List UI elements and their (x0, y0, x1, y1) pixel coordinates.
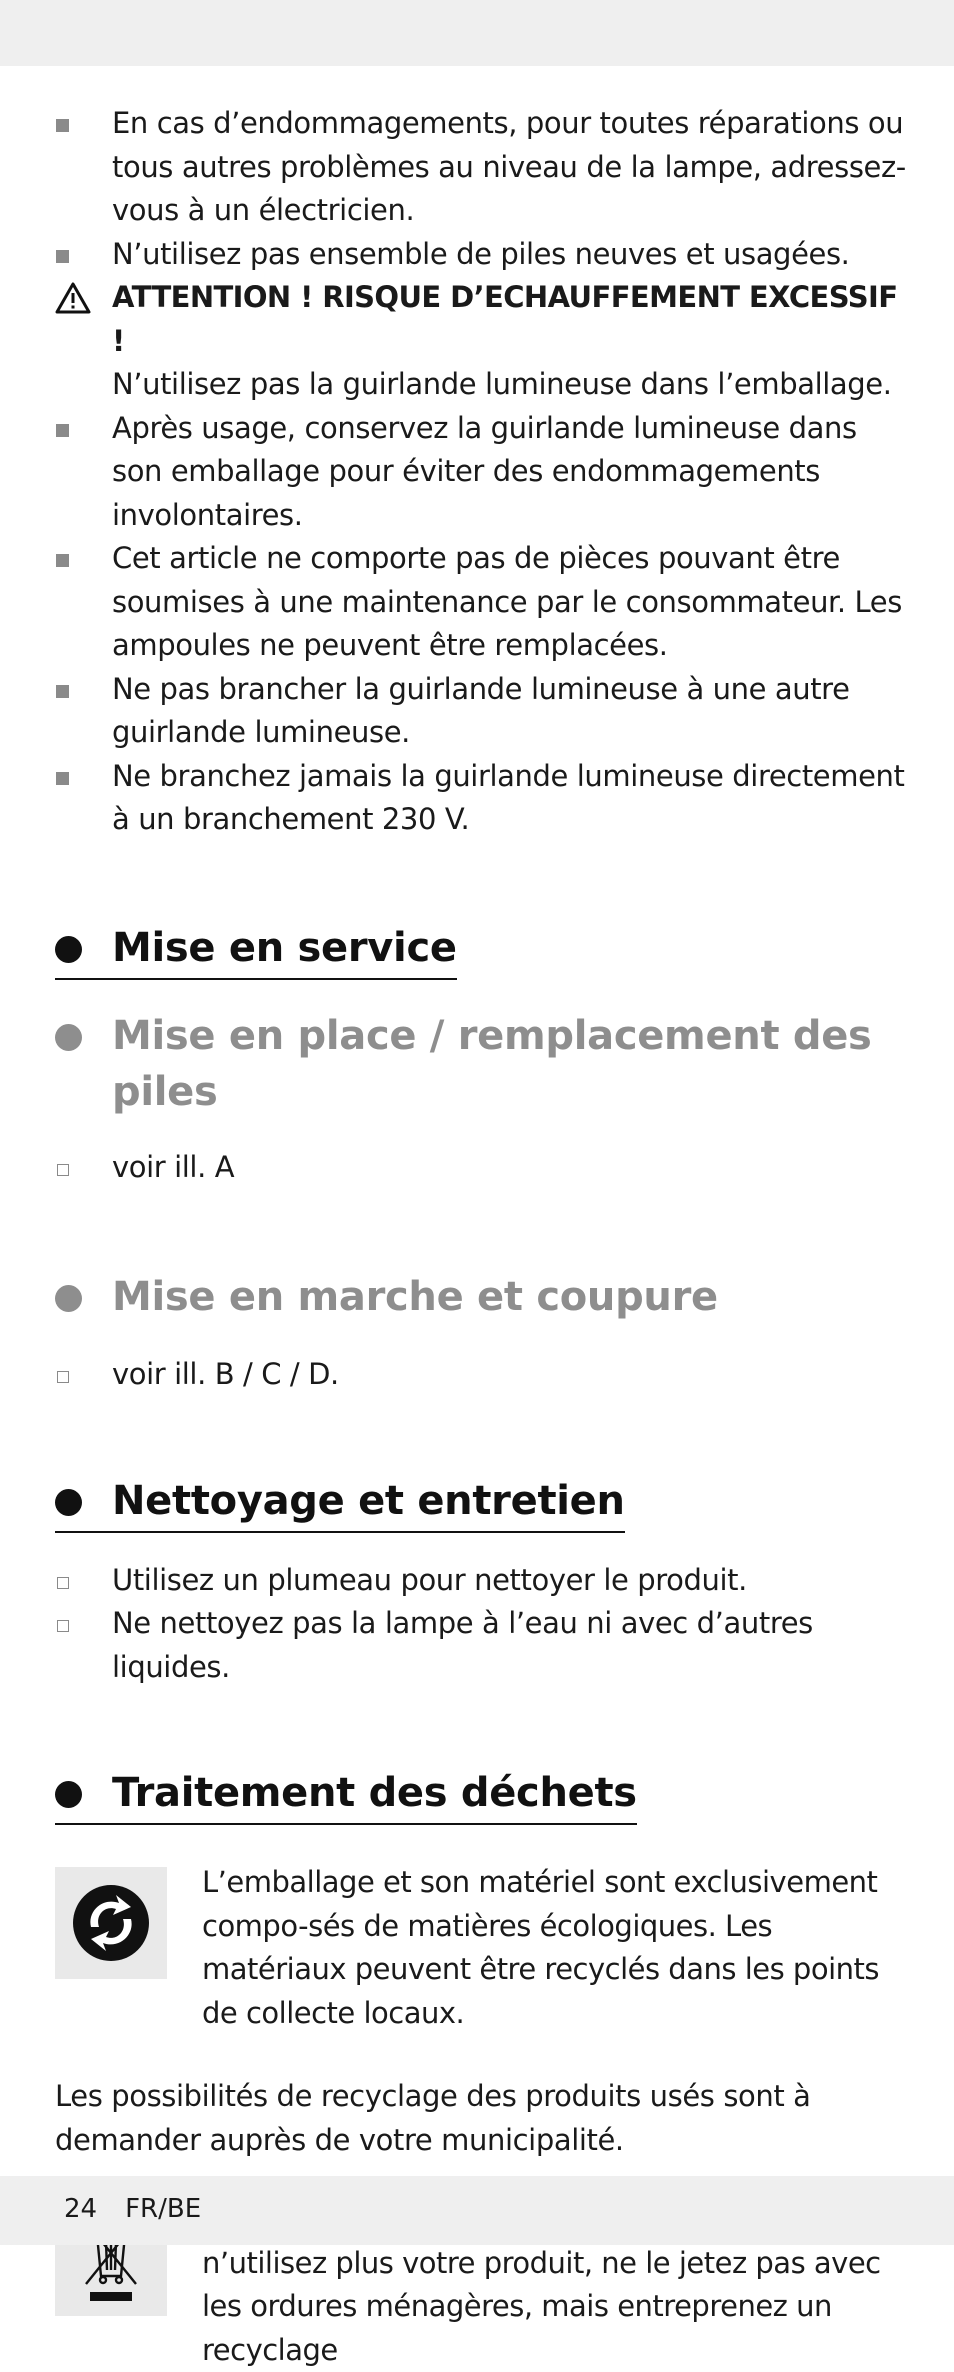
list-item-text: Ne branchez jamais la guirlande lumineuse directement à un branchement 230 V. (112, 758, 905, 836)
checkbox-bullet-icon (57, 1577, 69, 1589)
heading-text: Mise en place / remplacement des piles (112, 1012, 872, 1115)
bullet-dot-icon (55, 936, 82, 963)
environment-text: n’utilisez plus votre produit, ne le jetez pas avec les ordures ménagères, mais entreprenez un recyclage (202, 2245, 881, 2367)
checkbox-bullet-icon (57, 1371, 69, 1383)
section-heading-dechets (55, 1765, 637, 1825)
square-bullet-icon (56, 554, 69, 567)
list-item (55, 668, 907, 755)
packaging-text: L’emballage et son matériel sont exclusivement compo-sés de matières écologiques. Les matériaux peuvent être recyclés dans les points de collecte locaux. (202, 1865, 879, 2030)
list-item (55, 537, 907, 668)
checkbox-bullet-icon (57, 1620, 69, 1632)
square-bullet-icon (56, 250, 69, 263)
safety-list (55, 102, 907, 842)
warning-item (55, 276, 907, 407)
list-item (55, 755, 907, 842)
page-content (55, 102, 907, 2372)
section-heading-marche (55, 1269, 718, 1325)
bullet-dot-icon (55, 1781, 82, 1808)
warning-title: ATTENTION ! RISQUE D’ECHAUFFEMENT EXCESSIF ! (112, 280, 898, 358)
bullet-dot-icon (55, 1024, 82, 1051)
list-item-text: Cet article ne comporte pas de pièces pouvant être soumises à une maintenance par le consommateur. Les ampoules ne peuvent être remplacées. (112, 541, 902, 662)
list-item-text: Après usage, conservez la guirlande lumineuse dans son emballage pour éviter des endommagements involontaires. (112, 410, 857, 532)
heading-text: Nettoyage et entretien (112, 1477, 625, 1524)
list-item-text: N’utilisez pas ensemble de piles neuves et usagées. (112, 236, 850, 271)
green-dot-recycling-icon (55, 1867, 167, 1979)
list-item (55, 1353, 907, 1397)
list-item (55, 102, 907, 233)
section-heading-mise-en-service (55, 920, 457, 980)
square-bullet-icon (56, 685, 69, 698)
heading-text: Mise en marche et coupure (112, 1274, 718, 1320)
top-band (0, 0, 954, 66)
page-number: 24 (64, 2194, 98, 2224)
language-code: FR/BE (125, 2194, 202, 2224)
warning-triangle-icon (55, 282, 91, 314)
bullet-dot-icon (55, 1489, 82, 1516)
bullet-dot-icon (55, 1285, 82, 1312)
list-item-text: Ne pas brancher la guirlande lumineuse à une autre guirlande lumineuse. (112, 671, 850, 749)
heading-text: Mise en service (112, 924, 457, 971)
list-item-text: voir ill. B / C / D. (112, 1357, 339, 1391)
list-item (55, 1559, 907, 1603)
list-item (55, 1602, 907, 1689)
list-item-text: Utilisez un plumeau pour nettoyer le produit. (112, 1562, 747, 1597)
section-heading-nettoyage (55, 1473, 625, 1533)
footer (64, 2192, 229, 2226)
square-bullet-icon (56, 119, 69, 132)
list-item (55, 1146, 907, 1190)
square-bullet-icon (56, 772, 69, 785)
warning-text: N’utilisez pas la guirlande lumineuse dans l’emballage. (112, 367, 892, 401)
list-item (55, 233, 907, 277)
checkbox-bullet-icon (57, 1164, 69, 1176)
packaging-recycling-block (55, 1861, 907, 2035)
municipality-text: Les possibilités de recyclage des produits usés sont à demander auprès de votre municipalité. (55, 2079, 811, 2157)
list-item (55, 407, 907, 538)
list-item-text: En cas d’endommagements, pour toutes réparations ou tous autres problèmes au niveau de la lampe, adressez-vous à un électricien. (112, 106, 906, 227)
section-heading-piles (55, 1008, 907, 1120)
list-item-text: voir ill. A (112, 1149, 235, 1184)
list-item-text: Ne nettoyez pas la lampe à l’eau ni avec d’autres liquides. (112, 1606, 813, 1684)
heading-text: Traitement des déchets (112, 1770, 637, 1816)
square-bullet-icon (56, 424, 69, 437)
